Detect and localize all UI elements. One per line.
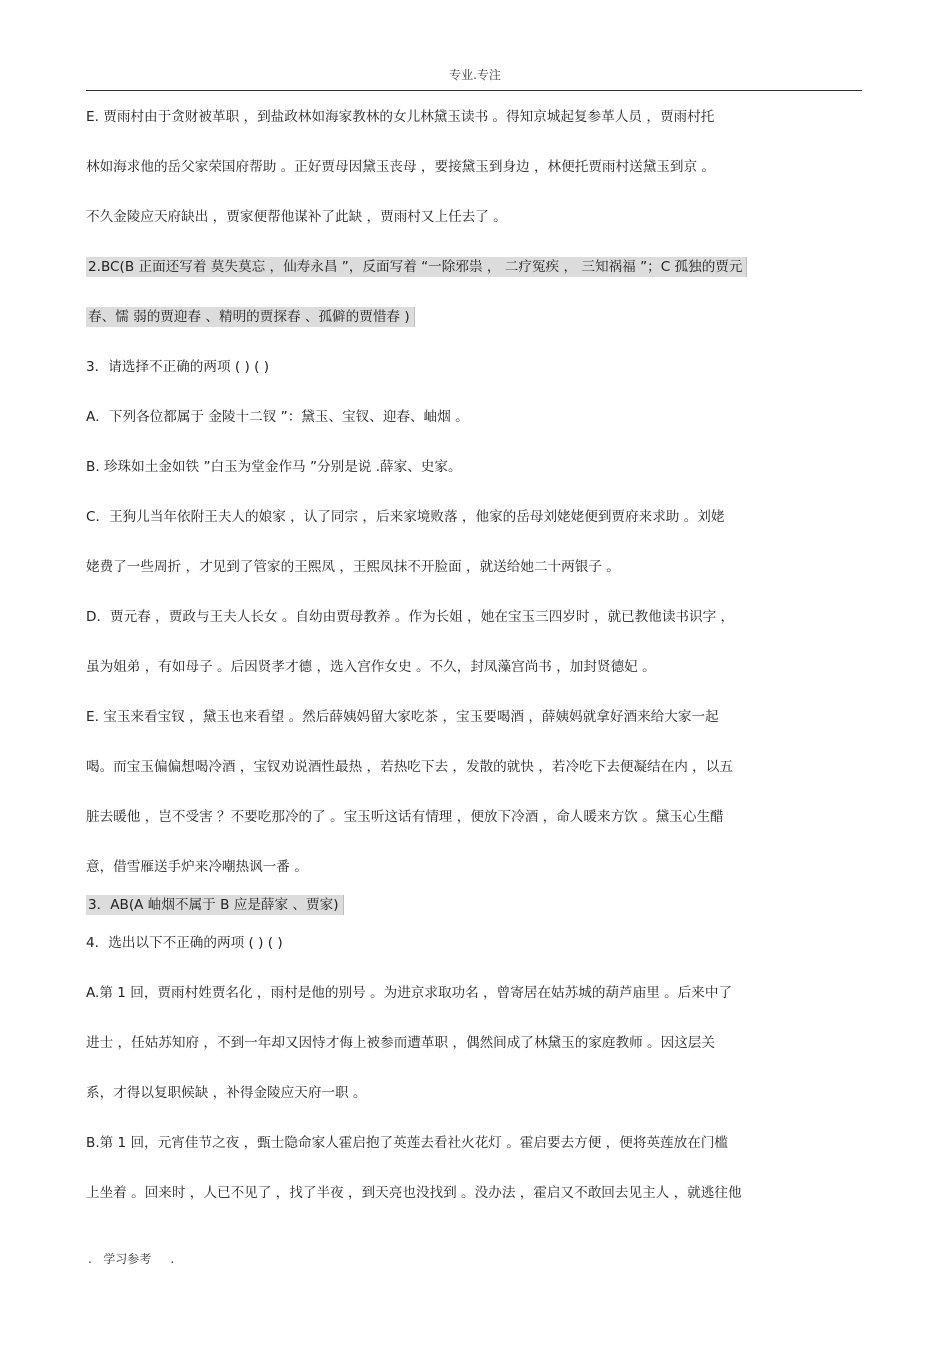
answer-highlight: 春、懦 弱的贾迎春 、精明的贾探春 、孤僻的贾惜春 ) [86, 307, 415, 327]
line-text: A．下列各位都属于 金陵十二钗 ”：黛玉、宝钗、迎春、岫烟 。 [86, 409, 469, 425]
text-line [86, 932, 283, 954]
text-line [86, 456, 462, 478]
text-line [86, 606, 734, 628]
line-text: 上坐着 。回来时 ，人已不见了 ，找了半夜 ，到天亮也没找到 。没办法 ，霍启又不敢回去见主人 ，就逃往他 [86, 1185, 742, 1201]
line-text: 姥费了一些周折 ，才见到了管家的王熙凤 ，王熙凤抹不开脸面 ，就送给她二十两银子 。 [86, 559, 620, 575]
line-text: 3．请选择不正确的两项 ( ) ( ) [86, 359, 270, 375]
line-text: 意，借雪雁送手炉来冷嘲热讽一番 。 [86, 859, 308, 875]
line-text: B. 珍珠如土金如铁 ”白玉为堂金作马 ”分别是说 .薛家、史家。 [86, 459, 462, 475]
answer-line [86, 306, 415, 328]
text-line [86, 206, 507, 228]
text-line [86, 406, 469, 428]
text-line [86, 856, 308, 878]
line-text: 脏去暖他 ，岂不受害 ？不要吃那冷的了 。宝玉听这话有情理 ，便放下冷酒 ，命人暖来方饮 。黛玉心生醋 [86, 809, 724, 825]
line-text: 进士 ，任姑苏知府 ，不到一年却又因恃才侮上被参而遭革职 ，偶然间成了林黛玉的家庭教师 。因这层关 [86, 1035, 715, 1051]
line-text: 虽为姐弟 ，有如母子 。后因贤孝才德 ，选入宫作女史 。不久，封凤藻宫尚书 ，加封贤德妃 。 [86, 659, 656, 675]
text-line [86, 106, 714, 128]
answer-line [86, 256, 747, 278]
line-text: 喝。而宝玉偏偏想喝冷酒 ，宝钗劝说酒性最热 ，若热吃下去 ，发散的就快 ，若冷吃下去便凝结在内 ，以五 [86, 759, 733, 775]
line-text: 4．选出以下不正确的两项 ( ) ( ) [86, 935, 283, 951]
page-footer: . 学习参考 . [88, 1252, 175, 1266]
text-line [86, 756, 733, 778]
line-text: 不久金陵应天府缺出 ，贾家便帮他谋补了此缺 ，贾雨村又上任去了 。 [86, 209, 507, 225]
line-text: E. 宝玉来看宝钗 ，黛玉也来看望 。然后薛姨妈留大家吃茶 ，宝玉要喝酒 ，薛姨妈就拿好酒来给大家一起 [86, 709, 719, 725]
text-line [86, 982, 732, 1004]
answer-highlight: 2.BC(B 正面还写着 莫失莫忘 ，仙寿永昌 ”，反面写着 “一除邪祟 ， 二疗冤疾 ， 三知祸福 ”；C 孤独的贾元 [86, 257, 747, 277]
text-line [86, 656, 656, 678]
text-line [86, 806, 724, 828]
text-line [86, 506, 725, 528]
line-text: E. 贾雨村由于贪财被革职 ，到盐政林如海家教林的女儿林黛玉读书 。得知京城起复参革人员 ，贾雨村托 [86, 109, 715, 125]
text-line [86, 706, 719, 728]
text-line [86, 1082, 367, 1104]
line-text: 林如海求他的岳父家荣国府帮助 。正好贾母因黛玉丧母 ，要接黛玉到身边 ，林便托贾雨村送黛玉到京 。 [86, 159, 715, 175]
header-rule [86, 90, 862, 91]
line-text: D．贾元春 ，贾政与王夫人长女 。自幼由贾母教养 。作为长姐 ，她在宝玉三四岁时 ，就已教他读书识字 ， [86, 609, 735, 625]
line-text: C．王狗儿当年依附王夫人的娘家 ，认了同宗 ，后来家境败落 ，他家的岳母刘姥姥便到贾府来求助 。刘姥 [86, 509, 725, 525]
text-line [86, 156, 715, 178]
answer-line [86, 894, 344, 916]
line-text: B.第 1 回，元宵佳节之夜 ，甄士隐命家人霍启抱了英莲去看社火花灯 。霍启要去方便 ，便将英莲放在门槛 [86, 1135, 729, 1151]
text-line [86, 1182, 742, 1204]
page-header: 专业.专注 [449, 68, 501, 82]
text-line [86, 556, 620, 578]
line-text: 系，才得以复职候缺 ，补得金陵应天府一职 。 [86, 1085, 367, 1101]
answer-highlight: 3．AB(A 岫烟不属于 B 应是薛家 、贾家) [86, 895, 344, 915]
text-line [86, 1032, 715, 1054]
text-line [86, 356, 269, 378]
text-line [86, 1132, 728, 1154]
line-text: A.第 1 回，贾雨村姓贾名化 ，雨村是他的别号 。为进京求取功名 ，曾寄居在姑苏城的葫芦庙里 。后来中了 [86, 985, 733, 1001]
